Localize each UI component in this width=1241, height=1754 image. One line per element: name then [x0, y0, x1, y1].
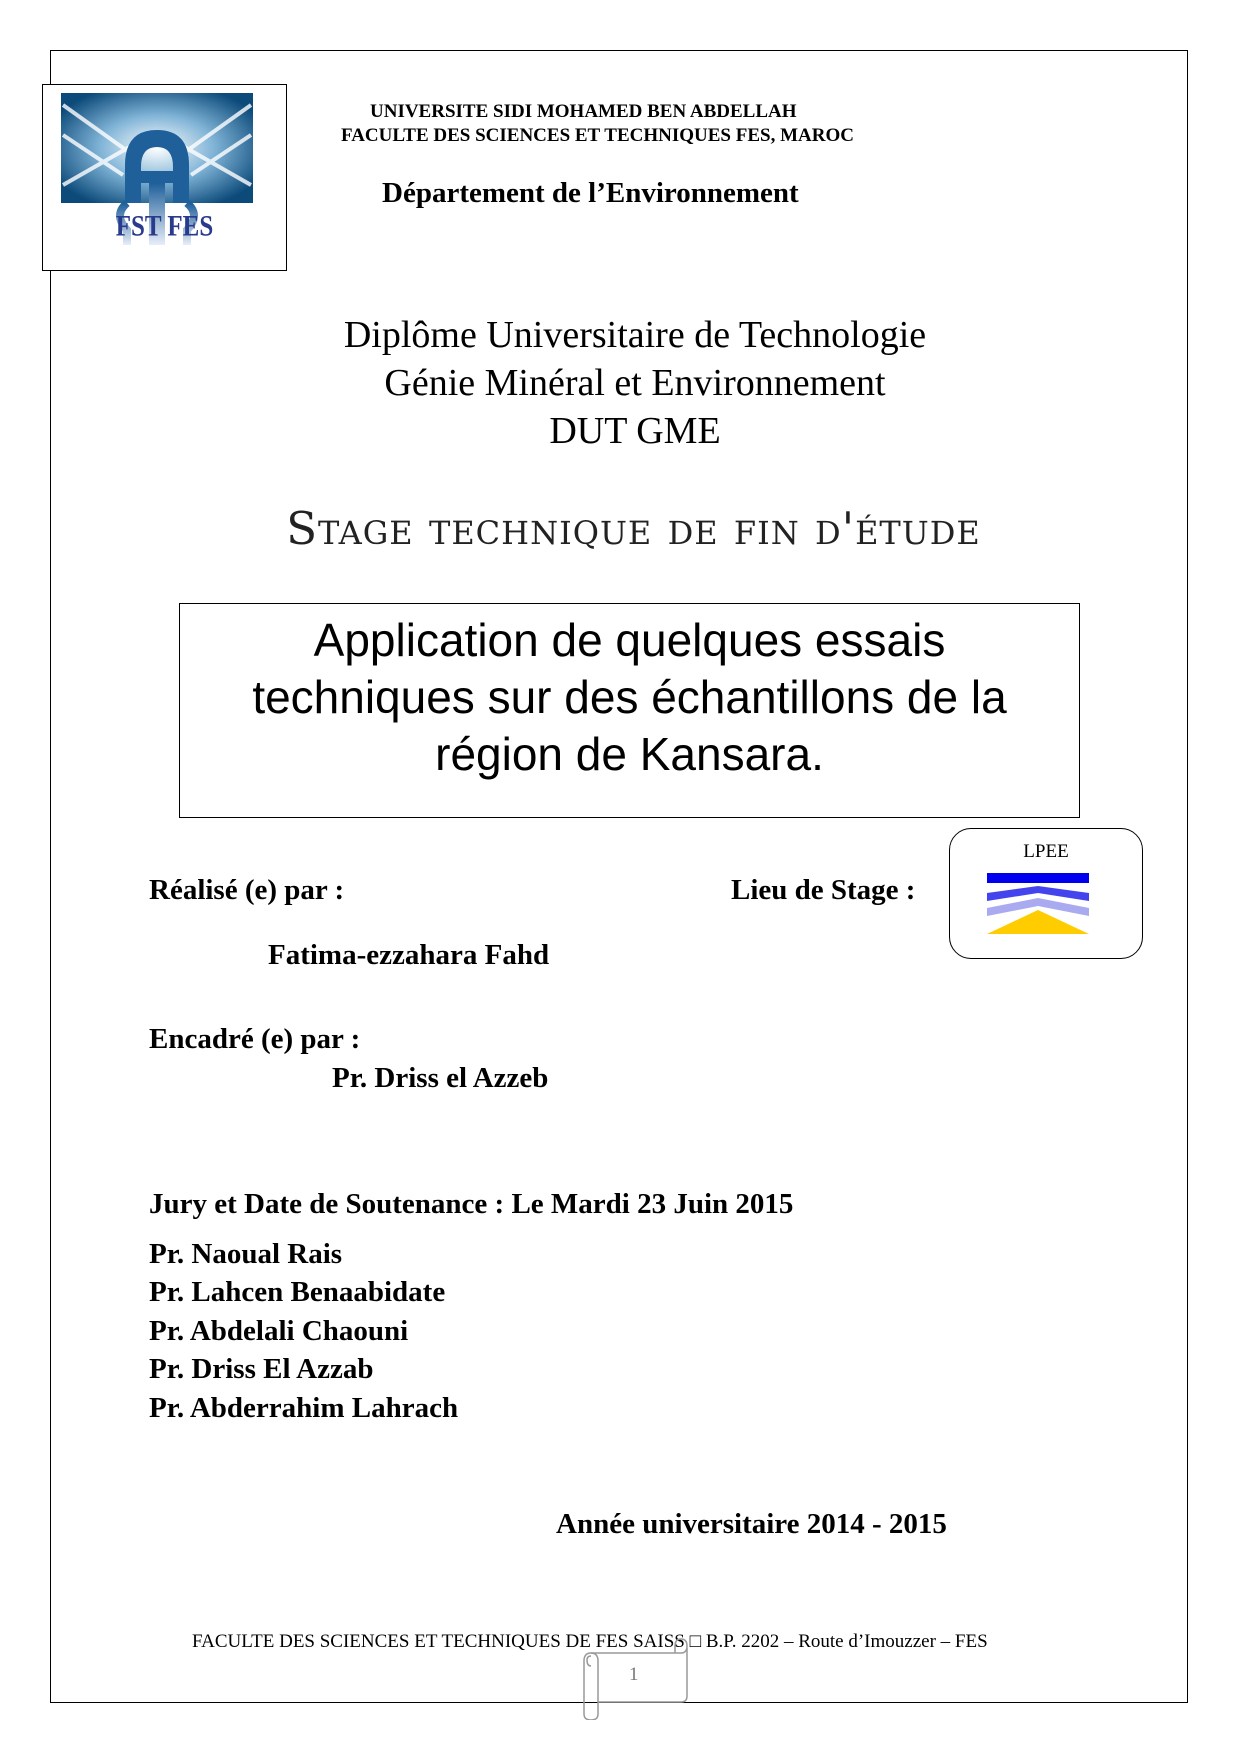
academic-year: Année universitaire 2014 - 2015 — [556, 1508, 947, 1540]
diploma-line-1: Diplôme Universitaire de Technologie — [343, 314, 927, 356]
faculty-name: FACULTE DES SCIENCES ET TECHNIQUES FES, MAROC — [341, 125, 854, 146]
jury-member: Pr. Naoual Rais — [149, 1238, 343, 1270]
lpee-logo — [949, 828, 1143, 959]
diploma-line-3: DUT GME — [549, 410, 721, 452]
department-name: Département de l’Environnement — [382, 177, 799, 209]
realise-label: Réalisé (e) par : — [149, 874, 345, 906]
jury-member: Pr. Driss El Azzab — [149, 1353, 374, 1385]
page-number-scroll — [581, 1636, 689, 1720]
student-name: Fatima-ezzahara Fahd — [268, 939, 550, 971]
report-title-line-1: Application de quelques essais — [313, 614, 946, 666]
encadre-label: Encadré (e) par : — [149, 1023, 361, 1055]
report-title-line-3: région de Kansara. — [435, 728, 824, 780]
jury-label: Jury et Date de Soutenance : Le Mardi 23 Juin 2015 — [149, 1188, 794, 1220]
university-name: UNIVERSITE SIDI MOHAMED BEN ABDELLAH — [370, 101, 797, 122]
fst-fes-logo — [42, 84, 287, 271]
supervisor-name: Pr. Driss el Azzeb — [332, 1062, 549, 1094]
stage-heading: Stage technique de fin d'étude — [286, 502, 981, 555]
report-title-line-2: techniques sur des échantillons de la — [252, 671, 1007, 723]
lieu-label: Lieu de Stage : — [731, 874, 916, 906]
lpee-chevron-icon — [987, 873, 1091, 938]
report-title-box — [179, 603, 1080, 818]
page-number: 1 — [629, 1664, 639, 1685]
diploma-line-2: Génie Minéral et Environnement — [384, 362, 886, 404]
jury-member: Pr. Abderrahim Lahrach — [149, 1392, 459, 1424]
lpee-text: LPEE — [1023, 841, 1069, 862]
footer-address: FACULTE DES SCIENCES ET TECHNIQUES DE FES SAISS □ B.P. 2202 – Route d’Imouzzer – FES — [192, 1631, 988, 1652]
jury-member: Pr. Lahcen Benaabidate — [149, 1276, 446, 1308]
logo-text: FST FES — [115, 210, 214, 243]
jury-member: Pr. Abdelali Chaouni — [149, 1315, 409, 1347]
